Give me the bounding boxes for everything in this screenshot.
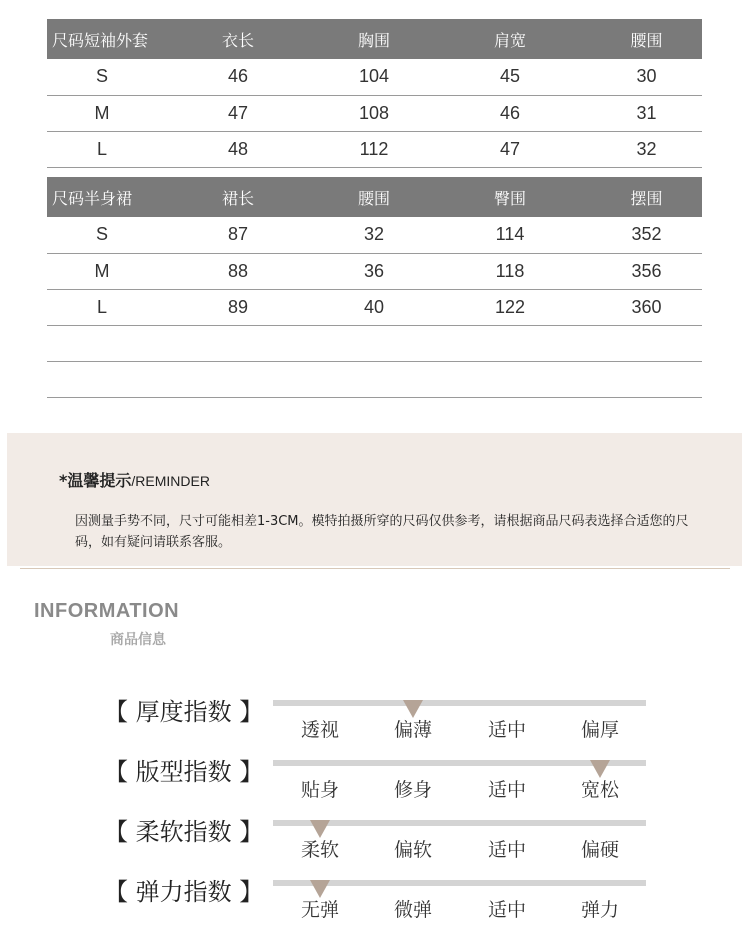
table-header-cell: 裙长 [157, 177, 319, 217]
table-header-row [47, 19, 702, 59]
table-cell: 118 [429, 253, 591, 289]
table-cell: 47 [429, 131, 591, 167]
table-row [47, 131, 702, 167]
index-option: 适中 [487, 899, 526, 921]
reminder-body: 因测量手势不同，尺寸可能相差1-3CM。模特拍摄所穿的尺码仅供参考，请根据商品尺码表选择合适您的尺码，如有疑问请联系客服。 [75, 514, 689, 550]
index-label: 【 版型指数 】 [104, 758, 264, 786]
table-cell: 114 [429, 217, 591, 253]
jacket-size-table [47, 19, 702, 168]
table-header-cell: 肩宽 [429, 19, 591, 59]
table-cell [319, 361, 429, 397]
table-cell [157, 361, 319, 397]
table-cell: 30 [591, 59, 702, 95]
information-subtitle: 商品信息 [110, 632, 166, 648]
table-cell: 47 [157, 95, 319, 131]
index-option: 微弹 [393, 899, 432, 921]
index-option: 适中 [487, 839, 526, 861]
table-cell: 356 [591, 253, 702, 289]
table-cell: M [47, 95, 157, 131]
elasticity-index [0, 872, 750, 932]
table-cell: 87 [157, 217, 319, 253]
index-label: 【 柔软指数 】 [104, 818, 264, 846]
table-header-cell: 腰围 [319, 177, 429, 217]
index-label: 【 弹力指数 】 [104, 878, 264, 906]
table-row [47, 59, 702, 95]
table-cell [47, 325, 157, 361]
index-option: 透视 [300, 719, 339, 741]
reminder-title [59, 468, 210, 491]
index-option: 贴身 [300, 779, 339, 801]
table-cell: 89 [157, 289, 319, 325]
index-option: 修身 [393, 779, 432, 801]
index-option: 偏硬 [580, 839, 619, 861]
table-cell: 360 [591, 289, 702, 325]
table-cell: 352 [591, 217, 702, 253]
table-cell: 112 [319, 131, 429, 167]
table-cell: 108 [319, 95, 429, 131]
table-row [47, 95, 702, 131]
reminder-title-cn: *温馨提示 [59, 471, 132, 490]
table-cell: 122 [429, 289, 591, 325]
table-cell: S [47, 59, 157, 95]
table-cell [319, 325, 429, 361]
table-cell: 36 [319, 253, 429, 289]
table-header-cell: 尺码短袖外套 [47, 19, 157, 59]
table-header-cell: 衣长 [157, 19, 319, 59]
table-cell: 45 [429, 59, 591, 95]
index-option: 偏软 [393, 839, 432, 861]
index-option: 适中 [487, 779, 526, 801]
table-cell: 48 [157, 131, 319, 167]
skirt-size-table [47, 177, 702, 398]
table-cell: S [47, 217, 157, 253]
table-header-cell: 腰围 [591, 19, 702, 59]
table-cell: 46 [157, 59, 319, 95]
table-cell: 88 [157, 253, 319, 289]
table-cell: 104 [319, 59, 429, 95]
table-header-row [47, 177, 702, 217]
table-row-empty [47, 361, 702, 397]
table-cell [591, 325, 702, 361]
table-cell: 31 [591, 95, 702, 131]
index-label: 【 厚度指数 】 [104, 698, 264, 726]
index-option: 偏薄 [393, 719, 432, 741]
section-divider [20, 568, 730, 569]
table-header-cell: 尺码半身裙 [47, 177, 157, 217]
table-cell: M [47, 253, 157, 289]
table-cell [429, 325, 591, 361]
fit-index [0, 752, 750, 812]
reminder-box [7, 433, 742, 566]
table-cell [429, 361, 591, 397]
information-title: INFORMATION [34, 600, 180, 622]
table-row [47, 253, 702, 289]
table-cell: 40 [319, 289, 429, 325]
thickness-index [0, 692, 750, 752]
table-cell: L [47, 289, 157, 325]
table-row [47, 217, 702, 253]
index-option: 弹力 [580, 899, 619, 921]
table-header-cell: 摆围 [591, 177, 702, 217]
softness-index [0, 812, 750, 872]
table-cell: 46 [429, 95, 591, 131]
table-header-cell: 臀围 [429, 177, 591, 217]
table-cell [47, 361, 157, 397]
index-option: 柔软 [300, 839, 339, 861]
table-cell [591, 361, 702, 397]
index-option: 偏厚 [580, 719, 619, 741]
table-cell [157, 325, 319, 361]
index-option: 适中 [487, 719, 526, 741]
index-bar [273, 700, 646, 706]
table-row [47, 289, 702, 325]
table-row-empty [47, 325, 702, 361]
index-option: 无弹 [300, 899, 339, 921]
reminder-title-en: /REMINDER [131, 473, 210, 489]
table-cell: 32 [319, 217, 429, 253]
index-option: 宽松 [580, 779, 619, 801]
table-cell: L [47, 131, 157, 167]
table-header-cell: 胸围 [319, 19, 429, 59]
table-cell: 32 [591, 131, 702, 167]
